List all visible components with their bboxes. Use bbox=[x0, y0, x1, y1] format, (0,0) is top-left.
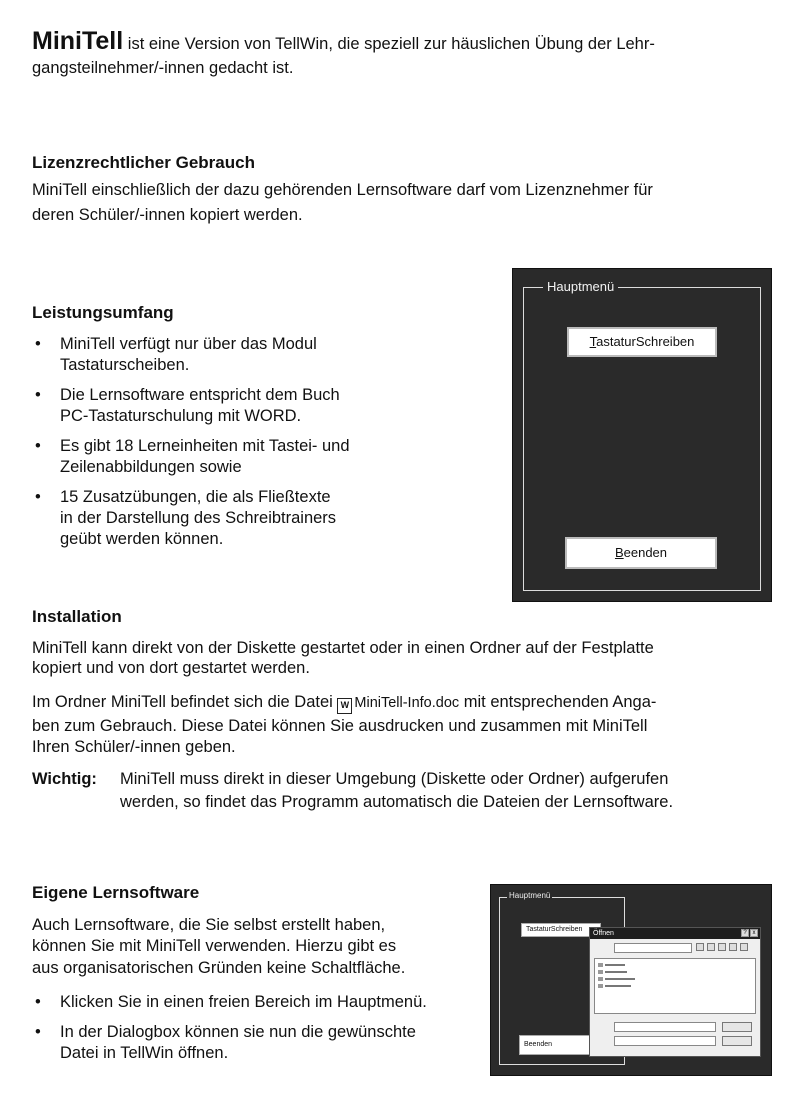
close-icon[interactable]: x bbox=[750, 929, 758, 937]
list-view-icon[interactable] bbox=[729, 943, 737, 951]
filename-input[interactable] bbox=[614, 1022, 716, 1032]
folder-select[interactable] bbox=[614, 943, 692, 953]
file-list[interactable] bbox=[594, 958, 756, 1014]
license-line1: MiniTell einschließlich der dazu gehörenden Lernsoftware darf vom Lizenznehmer für bbox=[32, 181, 653, 199]
own-heading: Eigene Lernsoftware bbox=[32, 883, 200, 902]
new-folder-icon[interactable] bbox=[718, 943, 726, 951]
help-icon[interactable]: ? bbox=[741, 929, 749, 937]
scope-heading: Leistungsumfang bbox=[32, 303, 174, 322]
list-item: • Die Lernsoftware entspricht dem Buch PC-Tastaturschulung mit WORD. bbox=[32, 385, 432, 427]
dialog-title: Öffnen bbox=[593, 930, 614, 937]
beenden-button[interactable]: Beenden bbox=[565, 537, 717, 569]
tastatur-schreiben-button[interactable]: TastaturSchreiben bbox=[521, 923, 601, 937]
own-line2: können Sie mit MiniTell verwenden. Hierzu gibt es bbox=[32, 937, 397, 955]
list-item: • Klicken Sie in einen freien Bereich im Hauptmenü. bbox=[32, 992, 492, 1013]
installation-p2-line1: Im Ordner MiniTell befindet sich die Datei W MiniTell-Info.doc mit entsprechenden Anga- bbox=[32, 692, 656, 714]
tastatur-schreiben-button[interactable]: TastaturSchreiben bbox=[567, 327, 717, 357]
intro-line1: ist eine Version von TellWin, die speziell zur häuslichen Übung der Lehr- bbox=[123, 35, 655, 53]
license-line2: deren Schüler/-innen kopiert werden. bbox=[32, 206, 303, 224]
hauptmenue-title: Hauptmenü bbox=[509, 891, 551, 900]
own-line3: aus organisatorischen Gründen keine Schaltfläche. bbox=[32, 959, 406, 977]
installation-p1-line1: MiniTell kann direkt von der Diskette gestartet oder in einen Ordner auf der Festplatte bbox=[32, 639, 654, 657]
list-item: • Es gibt 18 Lerneinheiten mit Tastei- und Zeilenabbildungen sowie bbox=[32, 436, 432, 478]
desktop-icon[interactable] bbox=[707, 943, 715, 951]
brand-name: MiniTell bbox=[32, 27, 124, 55]
installation-p2-line2: ben zum Gebrauch. Diese Datei können Sie ausdrucken und zusammen mit MiniTell bbox=[32, 717, 648, 735]
important-line2: werden, so findet das Programm automatisch die Dateien der Lernsoftware. bbox=[120, 793, 674, 811]
filetype-select[interactable] bbox=[614, 1036, 716, 1046]
intro-paragraph bbox=[32, 28, 772, 57]
hauptmenue-title: Hauptmenü bbox=[543, 279, 618, 294]
cancel-button[interactable] bbox=[722, 1036, 752, 1046]
own-list bbox=[32, 992, 492, 1073]
list-item: • 15 Zusatzübungen, die als Fließtexte in der Darstellung des Schreibtrainers geübt werden können. bbox=[32, 487, 432, 550]
beenden-button[interactable]: Beenden bbox=[519, 1035, 601, 1055]
word-document-icon: W bbox=[337, 698, 352, 714]
own-line1: Auch Lernsoftware, die Sie selbst erstellt haben, bbox=[32, 916, 386, 934]
open-file-dialog bbox=[589, 927, 761, 1057]
scope-list bbox=[32, 334, 432, 559]
open-dialog-screenshot bbox=[490, 884, 772, 1076]
open-button[interactable] bbox=[722, 1022, 752, 1032]
important-line1: MiniTell muss direkt in dieser Umgebung (Diskette oder Ordner) aufgerufen bbox=[120, 770, 669, 788]
hauptmenue-screenshot bbox=[512, 268, 772, 602]
dialog-title-bar bbox=[590, 928, 760, 939]
details-view-icon[interactable] bbox=[740, 943, 748, 951]
list-item: • MiniTell verfügt nur über das Modul Tastaturscheiben. bbox=[32, 334, 432, 376]
important-label: Wichtig: bbox=[32, 770, 97, 788]
up-folder-icon[interactable] bbox=[696, 943, 704, 951]
installation-p1-line2: kopiert und von dort gestartet werden. bbox=[32, 659, 310, 677]
file-list-entries bbox=[595, 959, 755, 1013]
installation-heading: Installation bbox=[32, 607, 122, 626]
license-heading: Lizenzrechtlicher Gebrauch bbox=[32, 153, 255, 172]
info-filename: MiniTell-Info.doc bbox=[354, 695, 460, 711]
intro-line2: gangsteilnehmer/-innen gedacht ist. bbox=[32, 59, 294, 77]
list-item: • In der Dialogbox können sie nun die gewünschte Datei in TellWin öffnen. bbox=[32, 1022, 492, 1064]
installation-p2-line3: Ihren Schüler/-innen geben. bbox=[32, 738, 236, 756]
